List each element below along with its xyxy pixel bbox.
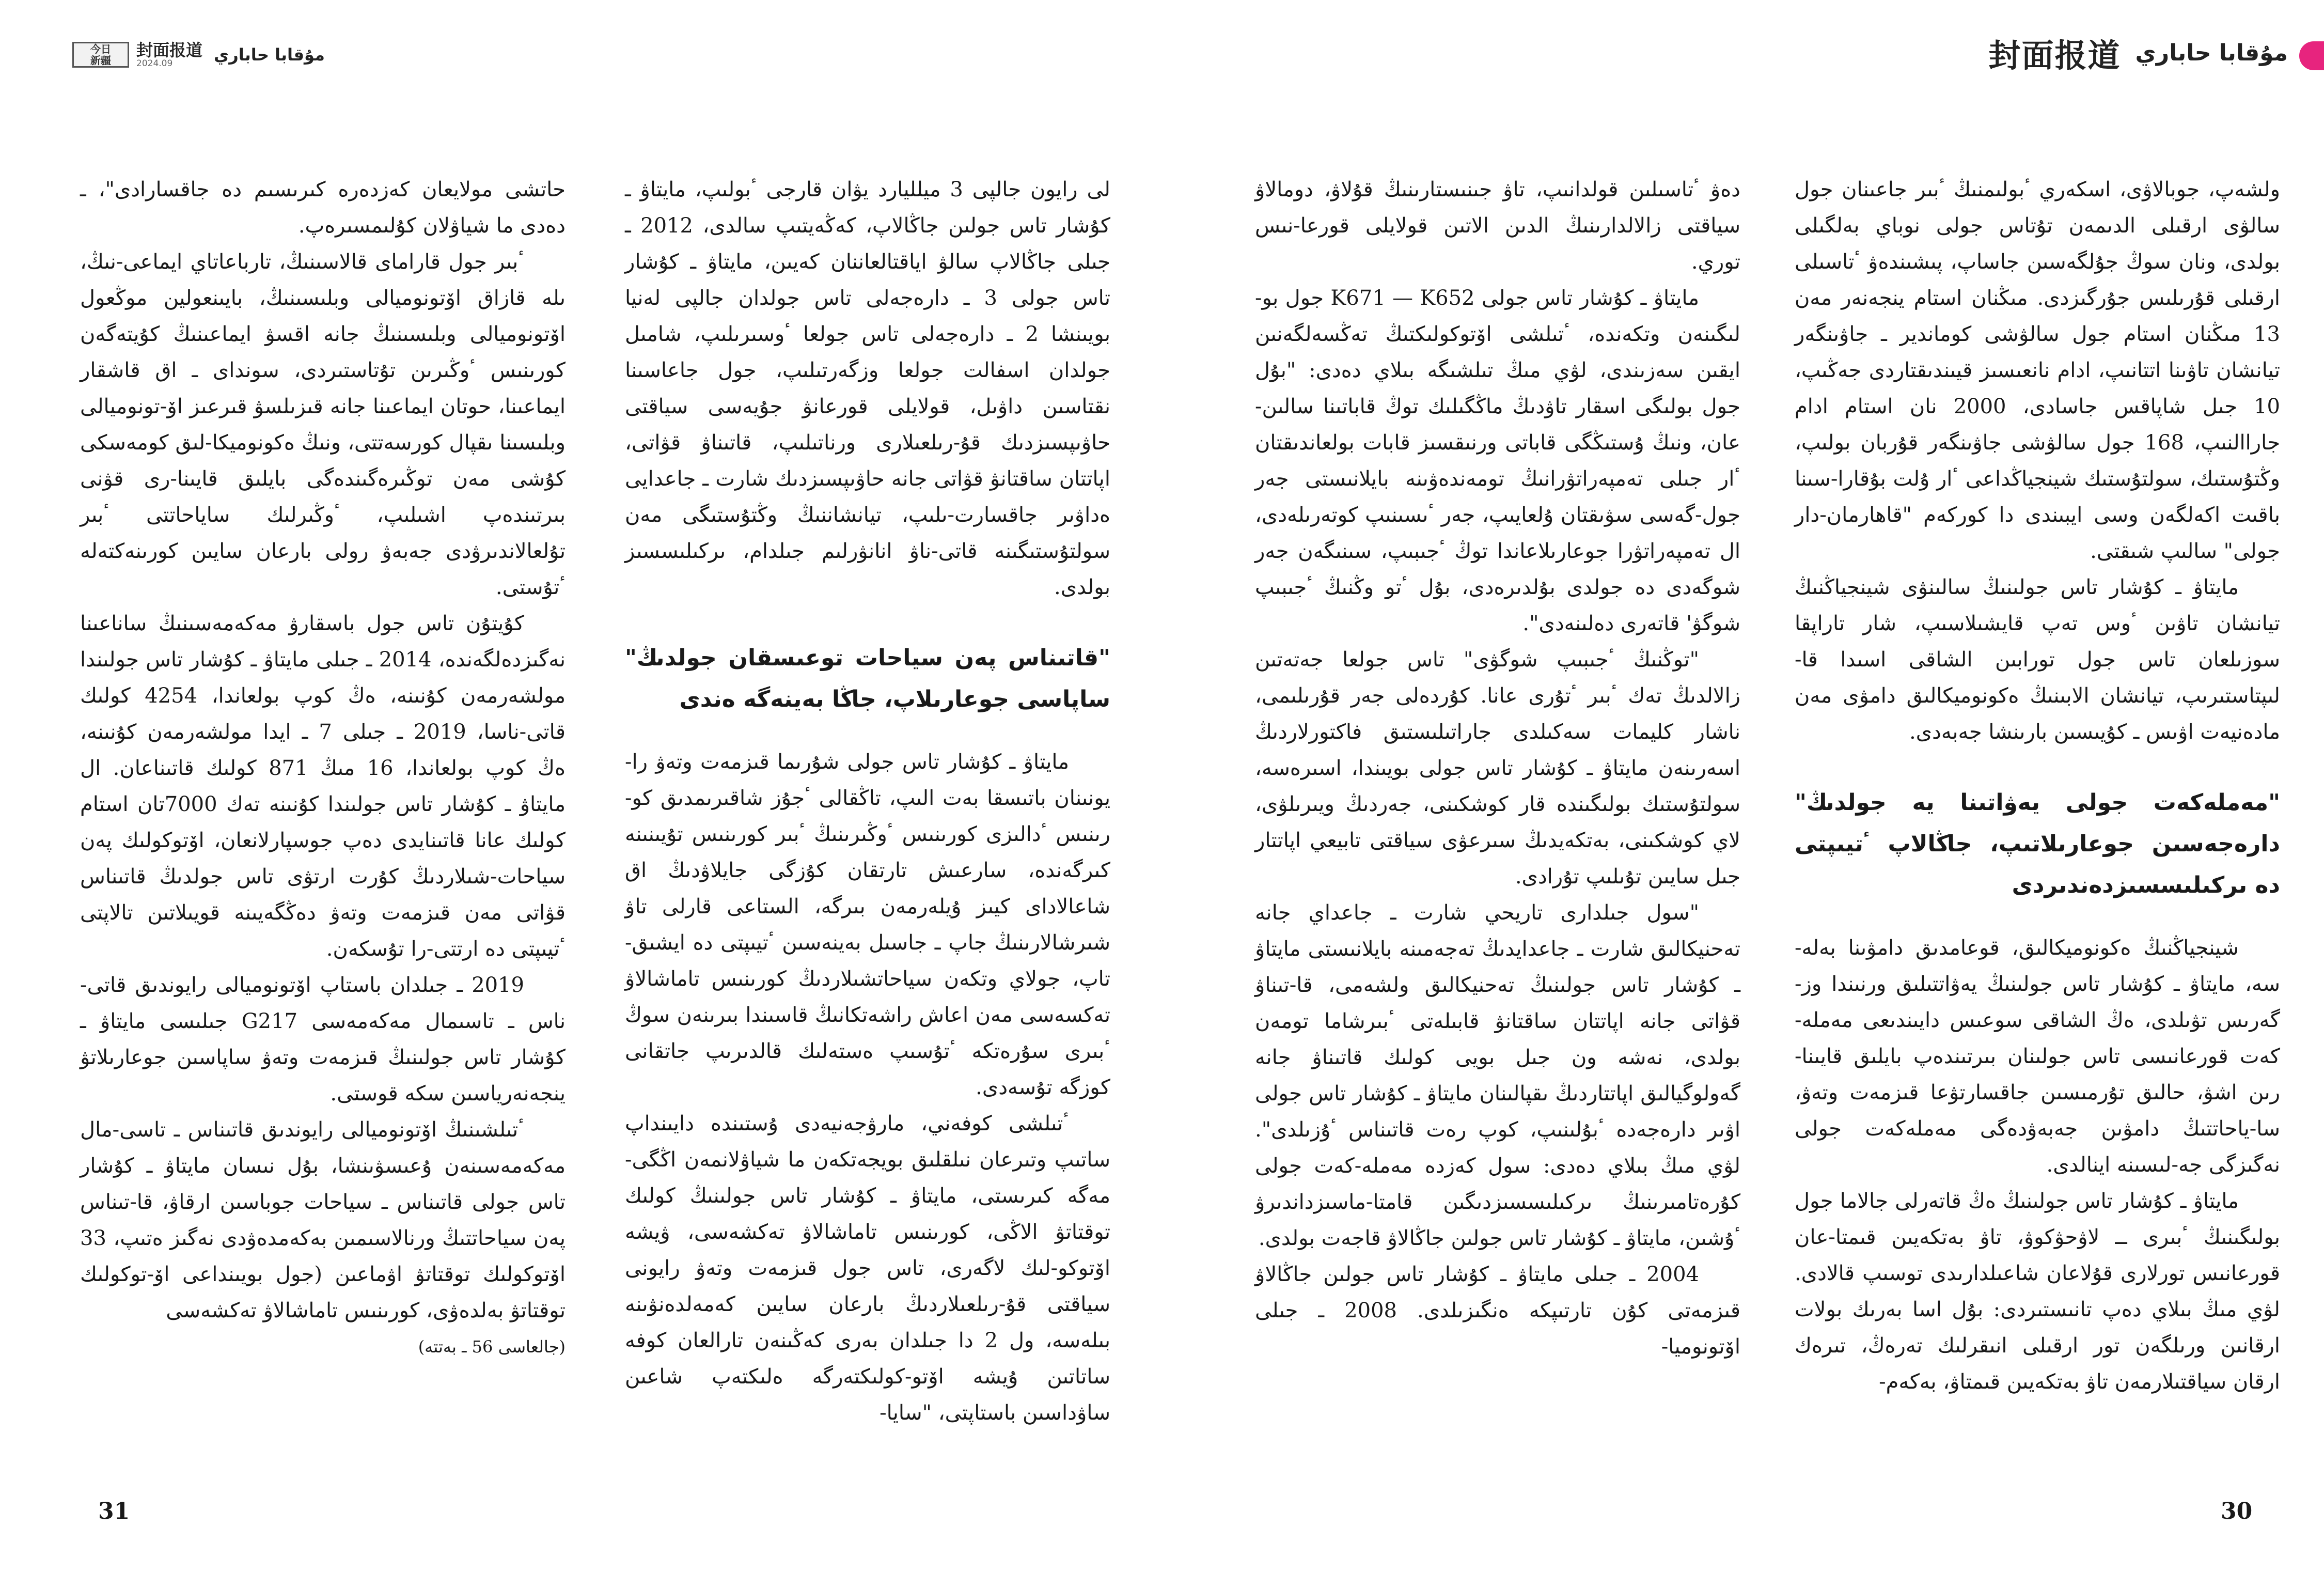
paragraph: حاتشى مولايعان كەزدەرە كىرىسىم دە جاقسارادى"، ـ دەدى ما شياۋلان كۇلىمسىرەپ.	[80, 178, 566, 238]
logo-line-1: 今日	[90, 43, 111, 55]
page-number-left: 31	[98, 1498, 130, 1524]
column-right-2	[1795, 172, 2280, 1400]
paragraph: لى رايون جالپى 3 ميلليارد يۋان قارجى ٴبولىپ، مايتاۋ ـ كۇشار تاس جولىن جاڭالاپ، كەڭەيتىپ سالدى، 2012 ـ جىلى جاڭالاپ سالۋ اياقتالعاننان كەيىن، مايتاۋ ـ كۇشار تاس جولى 3 ـ دارەجەلى تاس جولدان جالپى لەنيا بويىنشا 2 ـ دارەجەلى تاس جولعا ٴوسىرىلىپ، شامىل جولدان اسفالت جولعا وزگەرتىلىپ، جول جاعاسىنا نقتاسىن داۋىل، قولايلى قورعانۋ جۇيەسى سياقتى حاۋىپسىزدىك قۇ-رىلعىلارى ورناتىلىپ، قاتىناۋ قۋاتى، اپاتتان ساقتانۋ قۋاتى جانە حاۋىپسىزدىك شارت ـ جاعدايى ەداۋىر جاقسارت-ىلىپ، تيانشاننىڭ وڭتۇستىگى مەن سولتۇستىگىنە قاتى-ناۋ انانۋرلىم جىلدام، ىركىلىسسىز بولدى.	[625, 178, 1110, 599]
header-accent-tab	[2299, 41, 2324, 70]
section-heading: "مەملەكەت جولى يەۋاتىنا يە جولدىڭ" دارەجەسىن جوعارىلاتىپ، جاڭالاپ ٴتيىپتى دە ىركىلىسسىزدەندىردى	[1795, 789, 2280, 898]
column-right-1	[1255, 172, 1740, 1365]
magazine-logo	[72, 42, 129, 68]
page-header-right	[1989, 32, 2288, 73]
section-heading: "قاتىناس پەن سياحات توعىسقان جولدىڭ" ساپاسى جوعارىلاپ، جاڭا بەينەگە ەندى	[625, 645, 1110, 712]
paragraph: مايتاۋ ـ كۇشار تاس جولى K671 — K652 جول بو-لىگىنەن وتكەندە، ٴتىلشى اۆتوكولىكتىڭ تەڭسەلگەنىن ايقىن سەزىندى، لۋي مىڭ تىلشىگە بىلاي دەدى: "بۇل جول بولىگى اسقار تاۋدىڭ ماڭگىلىك توڭ قاباتىنا سالىن-عان، ونىڭ ۇستىڭگى قاباتى ورنىقسىز قابات بولعاندىقتان ٴار جىلى تەمپەراتۋرانىڭ تومەندەۋىنە بايلانىستى جەر جول-گەسى سۋىقتان ۇلعايىپ، جەر ٴىسىنىپ كوتەرىلەدى، ال تەمپەراتۋرا جوعارىلاعاندا توڭ ٴجىبىپ، سىنىگەن جەر شوگەدى دە جولدى بۇلدىرەدى، بۇل ٴتو وڭنىڭ ٴجىبىپ شوگۋ' قاتەرى دەلىنەدى".	[1255, 286, 1740, 635]
paragraph: ٴتىلشى كوفەني، مارۋجەنيەدى ۇستىندە دايىنداپ ساتىپ وتىرعان نىلقلىق بويجەتكەن ما شياۋلانمەن اڭگى-مەگە كىرىستى، مايتاۋ ـ كۇشار تاس جولىنىڭ كولىك توقتاتۋ الاڭى، كورىنىس تاماشالاۋ تەكشەسى، ۋيشە اۆتوكو-لىك لاگەرى، تاس جول قىزمەت وتەۋ رايونى سياقتى قۇ-رىلعىلاردىڭ بارعان سايىن كەمەلدەنۋىنە بىلەسە، ول 2 دا جىلدان بەرى كەڭىنەن تارالعان كوفە ساتاتىن ۇيشە اۆتو-كولىكتەرگە ەلىكتەپ شاعىن ساۋداسىن باستاپتى، "سايا-	[625, 1112, 1110, 1425]
paragraph: شينجياڭنىڭ ەكونوميكالىق، قوعامدىق دامۋىنا بەلە-سە، مايتاۋ ـ كۇشار تاس جولىنىڭ يەۋاتتىلىق ورنىندا وز-گەرىس تۋىلدى، ەڭ الشاقى سوعىس دايىندىعى مەملە-كەت قورعانىسى تاس جولىنان بىرتىندەپ بايلىق قايىنا-رىن اشۋ، حالىق تۇرمىسىن جاقسارتۋعا قىزمەت وتەۋ، سا-ياحاتتىڭ دامۋىن جەبەۋدەگى مەملەكەت جولى نەگىزگى جە-لىسىنە اينالدى.	[1795, 936, 2280, 1177]
paragraph: دەۋ ٴتاسىلىن قولدانىپ، تاۋ جىنىستارىنىڭ قۇلاۋ، دومالاۋ سياقتى زالالدارىنىڭ الدىن الاتىن قولايلى قورعا-نىس توري.	[1255, 178, 1740, 274]
paragraph: كۇيتۇن تاس جول باسقارۋ مەكەمەسىنىڭ ساناعىنا نەگىزدەلگەندە، 2014 ـ جىلى مايتاۋ ـ كۇشار تاس جولىندا مولشەرمەن كۇنىنە، ەڭ كوپ بولعاندا، 4254 كولىك قاتى-ناسا، 2019 ـ جىلى 7 ـ ايدا مولشەرمەن كۇنىنە، ەڭ كوپ بولعاندا، 16 مىڭ 871 كولىك قاتىناعان. ال مايتاۋ ـ كۇشار تاس جولىندا كۇنىنە تەك 7000تان استام كولىك عانا قاتىنايدى دەپ جوسپارلانعان، اۆتوكولىك پەن سياحات-شىلاردىڭ كۇرت ارتۋى تاس جولدىڭ قاتىناس قۋاتى مەن قىزمەت وتەۋ دەڭگەيىنە قويىلاتىن تالاپتى ٴتيىپتى دە ارتتى-را تۇسكەن.	[80, 612, 566, 961]
column-left-1	[80, 172, 566, 1365]
header-brand-cn-large: 封面报道	[1988, 36, 2121, 74]
paragraph: ٴتىلشىنىڭ اۆتونوميالى رايوندىق قاتىناس ـ تاسى-مال مەكەمەسىنەن ۇعىسۋىنشا، بۇل نىسان مايتاۋ ـ كۇشار تاس جولى قاتىناس ـ سياحات جوباسىن ارقاۋ، قا-تىناس پەن سياحاتتىڭ ورنالاسىمىن بەكەمدەۋدى نەگىز ەتىپ، 33 اۆتوكولىك توقتاتۋ اۋماعىن (جول بويىنداعى اۆ-توكولىك توقتاتۋ بەلدەۋى، كورىنىس تاماشالاۋ تەكشەسى	[80, 1118, 566, 1322]
continued-reference: (جالعاسى 56 ـ بەتتە)	[418, 1337, 566, 1357]
paragraph: 2019 ـ جىلدان باستاپ اۆتونوميالى رايوندىق قاتى-ناس ـ تاسىمال مەكەمەسى G217 جىلىسى مايتاۋ ـ كۇشار تاس جولىنىڭ قىزمەت وتەۋ ساپاسىن جوعارىلاتۋ ينجەنەرياسىن سكە قوستى.	[80, 973, 566, 1106]
paragraph: مايتاۋ ـ كۇشار تاس جولى شۇرىما قىزمەت وتەۋ را-يونىنان باتىسقا بەت الىپ، تاڭقالى ٴجۇز شاقىرىمدىق كو-رىنىس ٴدالىزى كورىنىس ٴوڭىرىنىڭ ٴبىر كورىنىس تۇيىنىنە كىرگەندە، سارعىش تارتقان كۇزگى جايلاۋدىڭ اق شاعالادای كيىز ۇيلەرمەن بىرگە، الستاعى قارلى تاۋ شىرشالارىنىڭ جاپ ـ جاسىل بەينەسىن ٴتيىپتى دە ايشىق-تاپ، جولاي وتكەن سياحاتشىلاردىڭ كورىنىس تاماشالاۋ تەكسەسى مەن اعاش راشەتكانىڭ قاسىندا بىرىنەن سوڭ ٴبىرى سۇرەتكە ٴتۇسىپ ەستەلىك قالدىرىپ جاتقانى كوزگە تۇسەدى.	[625, 750, 1110, 1099]
header-brand	[136, 41, 202, 68]
paragraph: "توڭنىڭ ٴجىبىپ شوگۋى" تاس جولعا جەتەتىن زالالدىڭ تەك ٴبىر ٴتۇرى عانا. كۇردەلى جەر قۇرىلىمى، ناشار كليمات سەكىلدى جاراتىلىستىق فاكتورلاردىڭ اسەرىنەن مايتاۋ ـ كۇشار تاس جولى بويىندا، اسىرەسە، سولتۇستىك بولىگىندە قار كوشكىنى، جەردىڭ ويىرىلۋى، لاي كوشكىنى، بەتكەيدىڭ سىرعۋى سياقتى تابيعي اپاتتار جىل سايىن تۇىلىپ تۇرادى.	[1255, 648, 1740, 889]
paragraph: 2004 ـ جىلى مايتاۋ ـ كۇشار تاس جولىن جاڭالاۋ قىزمەتى كۇن تارتىپكە ەنگىزىلدى. 2008 ـ جىلى اۆتونوميا-	[1255, 1263, 1740, 1359]
header-section-title-right: مۇقابا حاباري	[2135, 39, 2288, 66]
paragraph: مايتاۋ ـ كۇشار تاس جولىنىڭ سالىنۋى شينجياڭنىڭ تيانشان تاۋىن ٴوس تەپ قايشىلاسىپ، شار تاراپقا سوزىلعان تاس جول تورابىن الشاقى اسىدا قا-لىپتاستىرىپ، تيانشان الابىنىڭ ەكونوميكالىق دامۋى مەن مادەنيەت اۋىس ـ كۇيىسىن بارىنشا جەبەدى.	[1795, 575, 2280, 744]
column-left-2	[625, 172, 1110, 1431]
paragraph: ٴبىر جول قارامای قالاسىنىڭ، تارباعاتاي ايماعى-نىڭ، ىلە قازاق اۆتونوميالى وبلىسىنىڭ، بايىنعولين موڭعول اۆتونوميالى وبلىسىنىڭ جانە اقسۋ ايماعىنىڭ كۇيتەگەن كورىنىس ٴوڭىرىن تۇتاستىردى، سوندای ـ اق قاشقار ايماعىنا، حوتان ايماعىنا جانە قىزىلسۋ قىرعىز اۆ-تونوميالى وبلىسىنا ىقپال كورسەتتى، ونىڭ ەكونوميكا-لىق كومەسكى كۇشى مەن توڭىرەگىندەگى بايلىق قايىنا-رى قۋنى بىرتىندەپ اشىلىپ، ٴوڭىرلىك ساياحاتتى ٴبىر تۇلعالاندىرۋدى جەبەۋ رولى بارعان سايىن كورىنەكتەلە ٴتۇستى.	[80, 250, 566, 599]
header-section-title: مۇقابا حاباري	[214, 45, 325, 65]
logo-line-2: 新疆	[90, 54, 111, 67]
page-number-right: 30	[2221, 1498, 2253, 1524]
paragraph: مايتاۋ ـ كۇشار تاس جولىنىڭ ەڭ قاتەرلى جالاما جول بولىگىنىڭ ٴبىرى ــ لاۋحۋكوۋ، تاۋ بەتكەيىن قىمتا-عان قورعانىس تورلارى قۇلاعان شاعىلدارىدى توسىپ قالادى. لۋي مىڭ بىلاي دەپ تانىستىردى: بۇل اسا بەرىك بولات ارقانىن ورىلگەن تور ارقىلى انىقرلىك تەرەڭ، تىرەك ارقان سياقتىلارمەن تاۋ بەتكەيىن قىمتاۋ، بەكەم-	[1795, 1189, 2280, 1394]
header-brand-cn: 封面报道	[136, 40, 203, 60]
paragraph: "سول جىلدارى تاريحي شارت ـ جاعداي جانە تەحنيكالىق شارت ـ جاعدايدىڭ تەجەمىنە بايلانىستى مايتاۋ ـ كۇشار تاس جولىنىڭ تەحنيكالىق ولشەمى، قا-تىناۋ قۋاتى جانە اپاتتان ساقتانۋ قابىلەتى ٴبىرشاما تومەن بولدى، نەشە ون جىل بويى كولىك قاتىناۋ جانە گەولوگيالىق اپاتتاردىڭ ىقپالىنان مايتاۋ ـ كۇشار تاس جولى اۋىر دارەجەدە ٴبۇلىنىپ، كوپ رەت قاتىناس ٴۇزىلدى". لۋي مىڭ بىلاي دەدى: سول كەزدە مەملە-كەت جولى كۇرەتامىرىنىڭ ىركىلىسسىزدىگىن قامتا-ماسىزداندىرۋ ٴۇشىن، مايتاۋ ـ كۇشار تاس جولىن جاڭالاۋ قاجەت بولدى.	[1255, 901, 1740, 1250]
page-right	[1162, 0, 2324, 1588]
paragraph: ولشەپ، جوبالاۋى، اسكەري ٴبولىمنىڭ ٴبىر جاعىنان جول سالۋى ارقىلى الدىمەن تۇتاس جولى نوباي بەلگىلى بولدى، ونان سوڭ جۇلگەسىن جاساپ، پىشىندەۋ ٴتاسىلى ارقىلى قۇرىلىس جۇرگىزدى. مىڭنان استام ينجەنەر مەن 13 مىڭنان استام جول سالۋشى كوماندير ـ جاۋىنگەر تيانشان تاۋىنا اتتانىپ، ادام نانعىسىز قيىندىقتاردى جەڭىپ، 10 جىل شاپاقس جاسادى، 2000 نان استام ادام جاراالنىپ، 168 جول سالۋشى جاۋىنگەر قۇربان بولىپ، وڭتۇستىك، سولتۇستىك شينجياڭداعى ٴار ۇلت بۇقارا-سىنا باقىت اكەلگەن وسى ايبىندى دا كوركەم "قاهارمان-دار جولى" سالىپ شىقتى.	[1795, 178, 2281, 563]
issue-date: 2024.09	[136, 58, 173, 69]
page-header-left	[72, 40, 325, 69]
